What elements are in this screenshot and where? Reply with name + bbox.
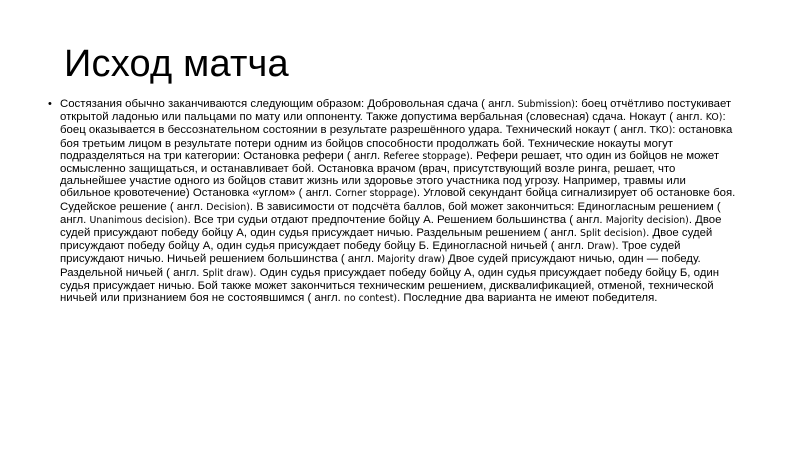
bullet-text	[60, 98, 738, 305]
text-segment: . Угловой секундант бойца сигнализирует об остановке боя. Судейское решение ( англ.	[60, 187, 736, 213]
english-term: Majority draw)	[377, 254, 445, 266]
text-segment: : боец оказывается в бессознательном состоянии в результате разрешённого удара. Технический нокаут ( англ.	[60, 111, 726, 137]
text-segment: . В зависимости от подсчёта баллов, бой может закончиться: Единогласным решением ( англ.	[60, 200, 721, 226]
english-term: Unanimous decision)	[89, 214, 188, 226]
english-term: no contest)	[343, 293, 398, 305]
english-term: Majority decision)	[605, 214, 689, 226]
text-segment: : боец отчётливо постукивает открытой ладонью или пальцами по мату или оппоненту. Также допустима вербальная (словесная) сдача. Нокаут ( англ.	[60, 98, 732, 124]
english-term: Split draw)	[202, 267, 254, 279]
english-term: TKO)	[649, 125, 673, 137]
slide-title: Исход матча	[64, 43, 289, 85]
text-segment: . Трое судей присуждают ничью. Ничьей решением большинства ( англ.	[60, 240, 681, 266]
english-term: Split decision)	[580, 228, 647, 240]
slide-content	[48, 98, 738, 305]
text-segment: . Один судья присуждает победу бойцу А, один судья присуждает победу бойцу Б, один судья присуждает ничью. Бой также может закончиться техническим решением, дисквалификацией, отменой, технической ничьей или признанием боя не состоявшимся ( англ.	[60, 266, 720, 305]
text-segment: Двое судей присуждают ничью, один — победу. Раздельной ничьей ( англ.	[60, 253, 701, 279]
english-term: Draw)	[587, 241, 616, 253]
english-term: Corner stoppage)	[335, 188, 417, 200]
text-segment: . Двое судей присуждают победу бойцу А, один судья присуждает ничью. Раздельным решением ( англ.	[60, 213, 722, 240]
text-segment: Состязания обычно заканчиваются следующим образом: Добровольная сдача ( англ.	[60, 98, 518, 110]
bullet-marker: •	[48, 98, 52, 110]
text-segment: . Рефери решает, что один из бойцов не может осмысленно защищаться, и останавливает бой. Остановка врачом (врач, присутствующий возле ринга, решает, что дальнейшее участие одного из бойцов ставит жизнь или здоровье этого участника под угрозу. Например, травмы или обильное кровотечение) Остановка «углом» ( англ.	[60, 149, 720, 200]
text-segment: . Двое судей присуждают победу бойцу А, один судья присуждает победу бойцу Б. Единогласной ничьей ( англ.	[60, 227, 713, 253]
english-term: KO)	[705, 112, 723, 124]
bullet-item	[48, 98, 738, 305]
text-segment: : остановка боя третьим лицом в результате потери одним из бойцов способности продолжать бой. Технические нокауты могут подразделяться на три категории: Остановка рефери ( англ.	[60, 124, 733, 162]
english-term: Submission)	[517, 99, 575, 110]
english-term: Decision)	[206, 201, 250, 213]
text-segment: . Последние два варианта не имеют победителя.	[397, 292, 658, 305]
english-term: Referee stoppage)	[383, 150, 470, 162]
text-segment: . Все три судьи отдают предпочтение бойцу А. Решением большинства ( англ.	[187, 213, 606, 226]
